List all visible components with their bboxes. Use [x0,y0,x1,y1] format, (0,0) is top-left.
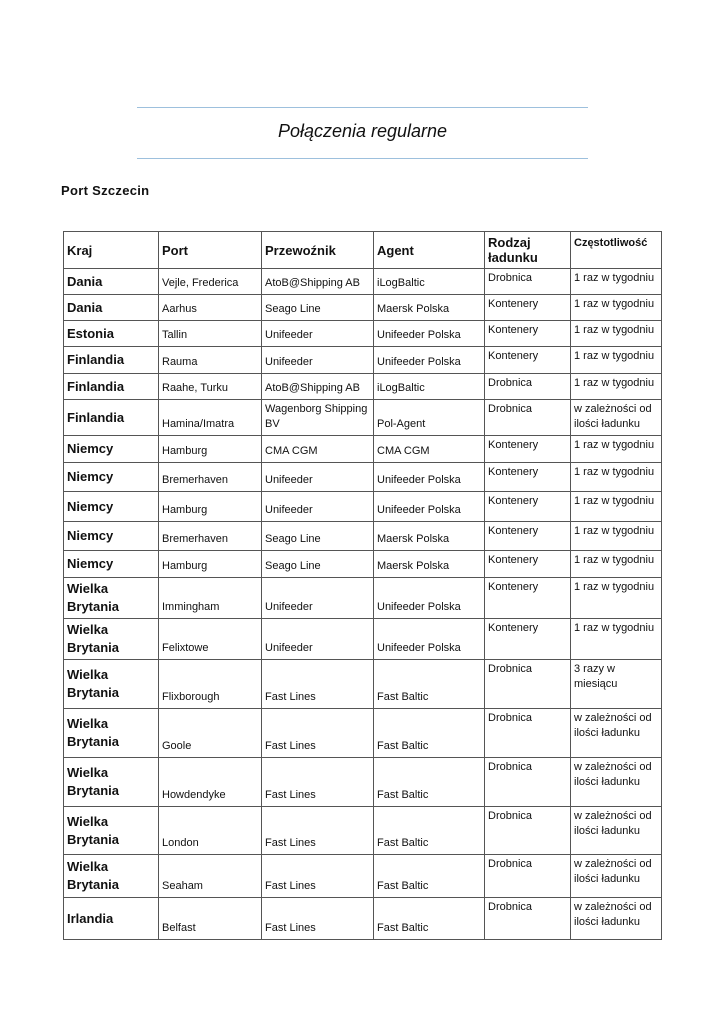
table-row [64,898,662,940]
cell-agent: Unifeeder Polska [374,578,485,619]
cell-port: Hamburg [159,492,262,522]
cell-carrier: CMA CGM [262,436,374,463]
connections-table [63,231,662,940]
cell-cargo: Drobnica [485,660,571,709]
cell-cargo: Drobnica [485,807,571,855]
cell-agent: Fast Baltic [374,709,485,758]
page-title: Połączenia regularne [277,121,448,141]
cell-frequency: 3 razy w miesiącu [571,660,662,709]
cell-frequency: 1 raz w tygodniu [571,463,662,492]
cell-agent: Unifeeder Polska [374,492,485,522]
cell-country: Finlandia [64,347,159,374]
header-cargo: Rodzaj ładunku [485,232,571,269]
cell-port: Vejle, Frederica [159,269,262,295]
cell-carrier: Fast Lines [262,807,374,855]
cell-cargo: Drobnica [485,758,571,807]
cell-country: Irlandia [64,898,159,940]
cell-frequency: w zależności od ilości ładunku [571,898,662,940]
cell-cargo: Drobnica [485,898,571,940]
cell-agent: CMA CGM [374,436,485,463]
cell-frequency: w zależności od ilości ładunku [571,400,662,436]
cell-carrier: Unifeeder [262,321,374,347]
cell-port: Howdendyke [159,758,262,807]
cell-carrier: Unifeeder [262,578,374,619]
cell-agent: Fast Baltic [374,758,485,807]
cell-agent: Fast Baltic [374,898,485,940]
cell-port: Belfast [159,898,262,940]
table-row [64,321,662,347]
table-row [64,551,662,578]
cell-carrier: Fast Lines [262,709,374,758]
cell-cargo: Kontenery [485,551,571,578]
table-row [64,660,662,709]
cell-carrier: Fast Lines [262,898,374,940]
cell-country: Niemcy [64,522,159,551]
table-row [64,374,662,400]
cell-port: Aarhus [159,295,262,321]
header-carrier: Przewoźnik [262,232,374,269]
table-body [64,269,662,940]
cell-country: Finlandia [64,374,159,400]
cell-frequency: w zależności od ilości ładunku [571,855,662,898]
table-row [64,619,662,660]
cell-frequency: w zależności od ilości ładunku [571,709,662,758]
cell-carrier: AtoB@Shipping AB [262,374,374,400]
cell-carrier: Wagenborg Shipping BV [262,400,374,436]
cell-carrier: Seago Line [262,295,374,321]
cell-carrier: Fast Lines [262,660,374,709]
cell-carrier: Unifeeder [262,619,374,660]
cell-port: Immingham [159,578,262,619]
cell-frequency: 1 raz w tygodniu [571,522,662,551]
cell-cargo: Kontenery [485,347,571,374]
cell-country: Wielka Brytania [64,578,159,619]
cell-cargo: Kontenery [485,522,571,551]
cell-port: Hamina/Imatra [159,400,262,436]
table-row [64,347,662,374]
cell-cargo: Drobnica [485,400,571,436]
cell-agent: Maersk Polska [374,522,485,551]
cell-cargo: Kontenery [485,321,571,347]
cell-carrier: Fast Lines [262,855,374,898]
cell-agent: Unifeeder Polska [374,347,485,374]
title-rule-bottom [137,158,588,159]
cell-agent: Fast Baltic [374,855,485,898]
cell-country: Dania [64,295,159,321]
cell-agent: Fast Baltic [374,660,485,709]
cell-port: Hamburg [159,436,262,463]
cell-country: Wielka Brytania [64,619,159,660]
cell-carrier: Seago Line [262,522,374,551]
header-port: Port [159,232,262,269]
cell-frequency: 1 raz w tygodniu [571,551,662,578]
cell-port: Goole [159,709,262,758]
cell-agent: Unifeeder Polska [374,619,485,660]
cell-carrier: Unifeeder [262,347,374,374]
cell-country: Niemcy [64,436,159,463]
cell-port: Raahe, Turku [159,374,262,400]
cell-cargo: Kontenery [485,619,571,660]
header-frequency: Częstotliwość [571,232,662,269]
table-row [64,709,662,758]
cell-agent: Maersk Polska [374,551,485,578]
cell-agent: Fast Baltic [374,807,485,855]
cell-carrier: Unifeeder [262,463,374,492]
cell-carrier: Seago Line [262,551,374,578]
cell-agent: Unifeeder Polska [374,463,485,492]
cell-port: Rauma [159,347,262,374]
cell-country: Wielka Brytania [64,758,159,807]
table-row [64,400,662,436]
cell-frequency: w zależności od ilości ładunku [571,758,662,807]
table-row [64,463,662,492]
cell-frequency: 1 raz w tygodniu [571,578,662,619]
header-country: Kraj [64,232,159,269]
cell-cargo: Kontenery [485,295,571,321]
cell-port: Bremerhaven [159,522,262,551]
cell-cargo: Drobnica [485,855,571,898]
cell-country: Niemcy [64,463,159,492]
cell-country: Wielka Brytania [64,807,159,855]
cell-frequency: 1 raz w tygodniu [571,295,662,321]
cell-carrier: Fast Lines [262,758,374,807]
cell-port: Seaham [159,855,262,898]
cell-frequency: 1 raz w tygodniu [571,347,662,374]
cell-cargo: Drobnica [485,374,571,400]
table-row [64,758,662,807]
cell-frequency: 1 raz w tygodniu [571,321,662,347]
cell-agent: Unifeeder Polska [374,321,485,347]
title-rule-top [137,107,588,108]
cell-frequency: 1 raz w tygodniu [571,436,662,463]
table-row [64,295,662,321]
cell-carrier: AtoB@Shipping AB [262,269,374,295]
cell-cargo: Kontenery [485,436,571,463]
cell-port: Felixtowe [159,619,262,660]
cell-cargo: Kontenery [485,578,571,619]
cell-cargo: Drobnica [485,709,571,758]
cell-country: Niemcy [64,492,159,522]
table-row [64,855,662,898]
table-row [64,269,662,295]
cell-frequency: w zależności od ilości ładunku [571,807,662,855]
cell-frequency: 1 raz w tygodniu [571,619,662,660]
cell-country: Dania [64,269,159,295]
cell-carrier: Unifeeder [262,492,374,522]
cell-frequency: 1 raz w tygodniu [571,374,662,400]
cell-country: Wielka Brytania [64,855,159,898]
cell-port: Hamburg [159,551,262,578]
cell-port: Flixborough [159,660,262,709]
cell-frequency: 1 raz w tygodniu [571,492,662,522]
cell-cargo: Kontenery [485,463,571,492]
cell-country: Niemcy [64,551,159,578]
cell-country: Wielka Brytania [64,709,159,758]
header-agent: Agent [374,232,485,269]
table-row [64,436,662,463]
cell-frequency: 1 raz w tygodniu [571,269,662,295]
cell-port: London [159,807,262,855]
table-header-row [64,232,662,269]
table-row [64,492,662,522]
cell-agent: iLogBaltic [374,374,485,400]
cell-agent: Maersk Polska [374,295,485,321]
table-row [64,522,662,551]
cell-port: Tallin [159,321,262,347]
cell-agent: Pol-Agent [374,400,485,436]
section-heading: Port Szczecin [61,183,150,198]
cell-cargo: Drobnica [485,269,571,295]
table-row [64,578,662,619]
cell-country: Wielka Brytania [64,660,159,709]
cell-agent: iLogBaltic [374,269,485,295]
table-row [64,807,662,855]
cell-port: Bremerhaven [159,463,262,492]
cell-country: Estonia [64,321,159,347]
cell-cargo: Kontenery [485,492,571,522]
cell-country: Finlandia [64,400,159,436]
